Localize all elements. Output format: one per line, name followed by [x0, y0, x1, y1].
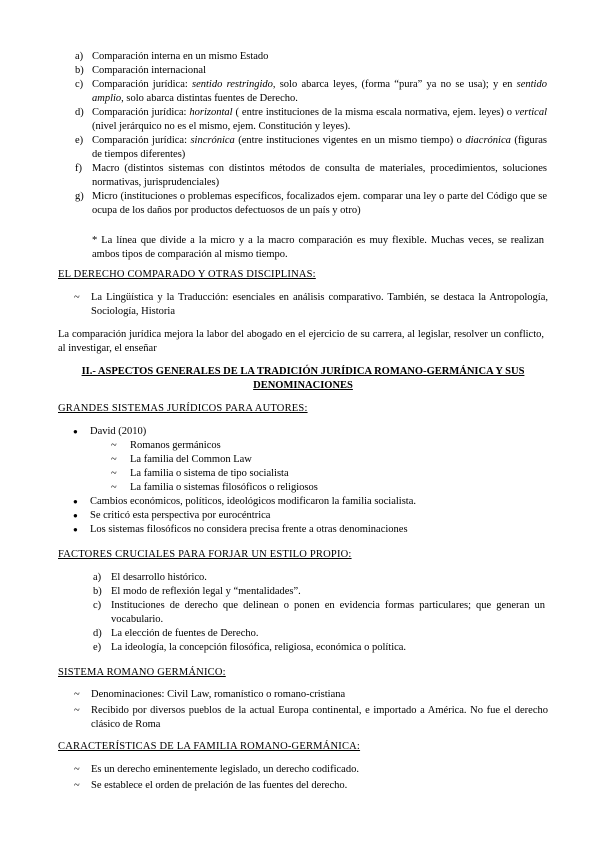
list-item	[75, 162, 547, 190]
list-item	[93, 627, 545, 641]
list-item-text: Comparación jurídica:	[92, 79, 193, 90]
list-item	[58, 779, 548, 793]
list-marker: g)	[75, 191, 84, 202]
list-marker: e)	[75, 135, 84, 146]
list-marker: b)	[75, 65, 84, 76]
list-item	[58, 495, 548, 509]
sub-list-item	[58, 439, 548, 453]
sub-list-item	[58, 453, 548, 467]
list-marker: e)	[93, 642, 102, 653]
section-heading-caracteristicas: CARACTERÍSTICAS DE LA FAMILIA ROMANO-GERMÁNICA:	[58, 741, 361, 752]
list-item-text: Comparación interna en un mismo Estado	[92, 51, 269, 62]
list-item-text: El modo de reflexión legal y “mentalidades”.	[111, 586, 301, 597]
body-paragraph: La comparación jurídica mejora la labor del abogado en el ejercicio de su carrera, al legislar, resolver un conflicto, al investigar, el enseñar	[58, 329, 544, 354]
italic-term: sincrónica	[190, 135, 235, 146]
italic-term: horizontal	[189, 107, 233, 118]
bullet-dot: ●	[73, 511, 78, 520]
list-item-text: La familia o sistema de tipo socialista	[130, 468, 289, 479]
list-item-text: Micro (instituciones o problemas específicos, focalizados ejem. comparar una ley o parte del Código que se ocupa de los daños por productos defectuosos de un país y otro)	[92, 191, 547, 216]
sistemas-list	[58, 425, 548, 537]
list-item-text: El desarrollo histórico.	[111, 572, 207, 583]
list-item	[93, 571, 545, 585]
list-item-text: , solo abarca distintas fuentes de Derecho.	[121, 93, 298, 104]
italic-term: vertical	[514, 107, 547, 118]
bullet-dot: ●	[73, 525, 78, 534]
list-marker: a)	[93, 572, 102, 583]
list-marker: d)	[93, 628, 102, 639]
italic-term: sentido restringido	[192, 79, 273, 90]
list-item-text: David (2010)	[90, 426, 147, 437]
list-item	[75, 64, 547, 78]
list-item-text: Comparación internacional	[92, 65, 206, 76]
list-marker: c)	[75, 79, 84, 90]
list-item-text: Recibido por diversos pueblos de la actual Europa continental, e importado a América. No fue el derecho clásico de Roma	[91, 705, 548, 730]
list-item-text: La elección de fuentes de Derecho.	[111, 628, 259, 639]
list-item	[58, 523, 548, 537]
tilde-bullet: ~	[74, 292, 80, 303]
bullet-dot: ●	[73, 497, 78, 506]
list-item	[58, 425, 548, 439]
tilde-bullet: ~	[74, 764, 80, 775]
list-item-text: Se establece el orden de prelación de las fuentes del derecho.	[91, 780, 348, 791]
list-item	[58, 509, 548, 523]
tilde-bullet: ~	[74, 689, 80, 700]
list-item-text: Denominaciones: Civil Law, romanístico o romano-cristiana	[91, 689, 346, 700]
list-item-text: Comparación jurídica:	[92, 107, 190, 118]
section-heading-sistemas: GRANDES SISTEMAS JURÍDICOS PARA AUTORES:	[58, 403, 308, 414]
tilde-bullet: ~	[74, 780, 80, 791]
list-item	[58, 688, 548, 702]
sistema-romano-list	[58, 688, 548, 732]
list-item	[75, 134, 547, 162]
list-item	[93, 641, 545, 655]
list-item-text: , solo abarca leyes, (forma “pura” ya no se usa); y en	[272, 79, 517, 90]
tilde-bullet: ~	[111, 440, 117, 451]
list-item-text: (nivel jerárquico no es el mismo, ejem. Constitución y leyes).	[92, 121, 351, 132]
list-item-text: (entre instituciones vigentes en un mismo tiempo) o	[234, 135, 466, 146]
list-item	[75, 78, 547, 106]
list-item	[58, 704, 548, 732]
list-item-text: Comparación jurídica:	[92, 135, 191, 146]
caracteristicas-list	[58, 763, 548, 793]
list-item-text: Los sistemas filosóficos no considera precisa frente a otras denominaciones	[90, 524, 408, 535]
section-heading-disciplinas: EL DERECHO COMPARADO Y OTRAS DISCIPLINAS:	[58, 269, 316, 280]
italic-term: diacrónica	[465, 135, 511, 146]
tilde-bullet: ~	[74, 705, 80, 716]
disciplinas-list	[58, 291, 548, 319]
section-heading-factores: FACTORES CRUCIALES PARA FORJAR UN ESTILO PROPIO:	[58, 549, 352, 560]
bullet-dot: ●	[73, 427, 78, 436]
list-item-text: (figuras de tiempos diferentes)	[92, 135, 547, 160]
list-marker: f)	[75, 163, 82, 174]
list-item-text: La ideología, la concepción filosófica, religiosa, económica o política.	[111, 642, 407, 653]
tilde-bullet: ~	[111, 454, 117, 465]
list-item-text: Macro (distintos sistemas con distintos métodos de consulta de materiales, procedimientos, soluciones normativas, jurisprudenciales)	[92, 163, 547, 188]
list-item	[58, 763, 548, 777]
list-marker: d)	[75, 107, 84, 118]
list-item	[58, 291, 548, 319]
list-item	[93, 585, 545, 599]
chapter-title: II.- ASPECTOS GENERALES DE LA TRADICIÓN JURÍDICA ROMANO-GERMÁNICA Y SUS DENOMINACIONES	[81, 366, 525, 391]
list-item-text: ( entre instituciones de la misma escala normativa, ejem. leyes) o	[232, 107, 515, 118]
list-item	[75, 106, 547, 134]
comparison-types-list	[75, 50, 547, 218]
list-item	[93, 599, 545, 627]
list-marker: a)	[75, 51, 84, 62]
tilde-bullet: ~	[111, 482, 117, 493]
sub-list-item	[58, 467, 548, 481]
list-item-text: La familia o sistemas filosóficos o religiosos	[130, 482, 318, 493]
list-item-text: Cambios económicos, políticos, ideológicos modificaron la familia socialista.	[90, 496, 417, 507]
list-item-text: La Lingüística y la Traducción: esenciales en análisis comparativo. También, se destaca la Antropología, Sociología, Historia	[91, 292, 548, 317]
list-item	[75, 50, 547, 64]
list-item	[75, 190, 547, 218]
section-heading-sistema-romano: SISTEMA ROMANO GERMÁNICO:	[58, 667, 226, 678]
italic-term: sentido amplio	[92, 79, 547, 104]
list-item-text: Romanos germánicos	[130, 440, 221, 451]
factores-list	[93, 571, 545, 655]
list-item-text: La familia del Common Law	[130, 454, 252, 465]
tilde-bullet: ~	[111, 468, 117, 479]
sub-list-item	[58, 481, 548, 495]
list-marker: c)	[93, 600, 102, 611]
list-item-text: Instituciones de derecho que delinean o ponen en evidencia formas particulares; que generan un vocabulario.	[111, 600, 545, 625]
list-item-text: Se criticó esta perspectiva por eurocéntrica	[90, 510, 271, 521]
list-item-text: Es un derecho eminentemente legislado, un derecho codificado.	[91, 764, 359, 775]
note-paragraph: * La línea que divide a la micro y a la macro comparación es muy flexible. Muchas veces, se realizan ambos tipos de comparación al mismo tiempo.	[92, 235, 544, 260]
list-marker: b)	[93, 586, 102, 597]
